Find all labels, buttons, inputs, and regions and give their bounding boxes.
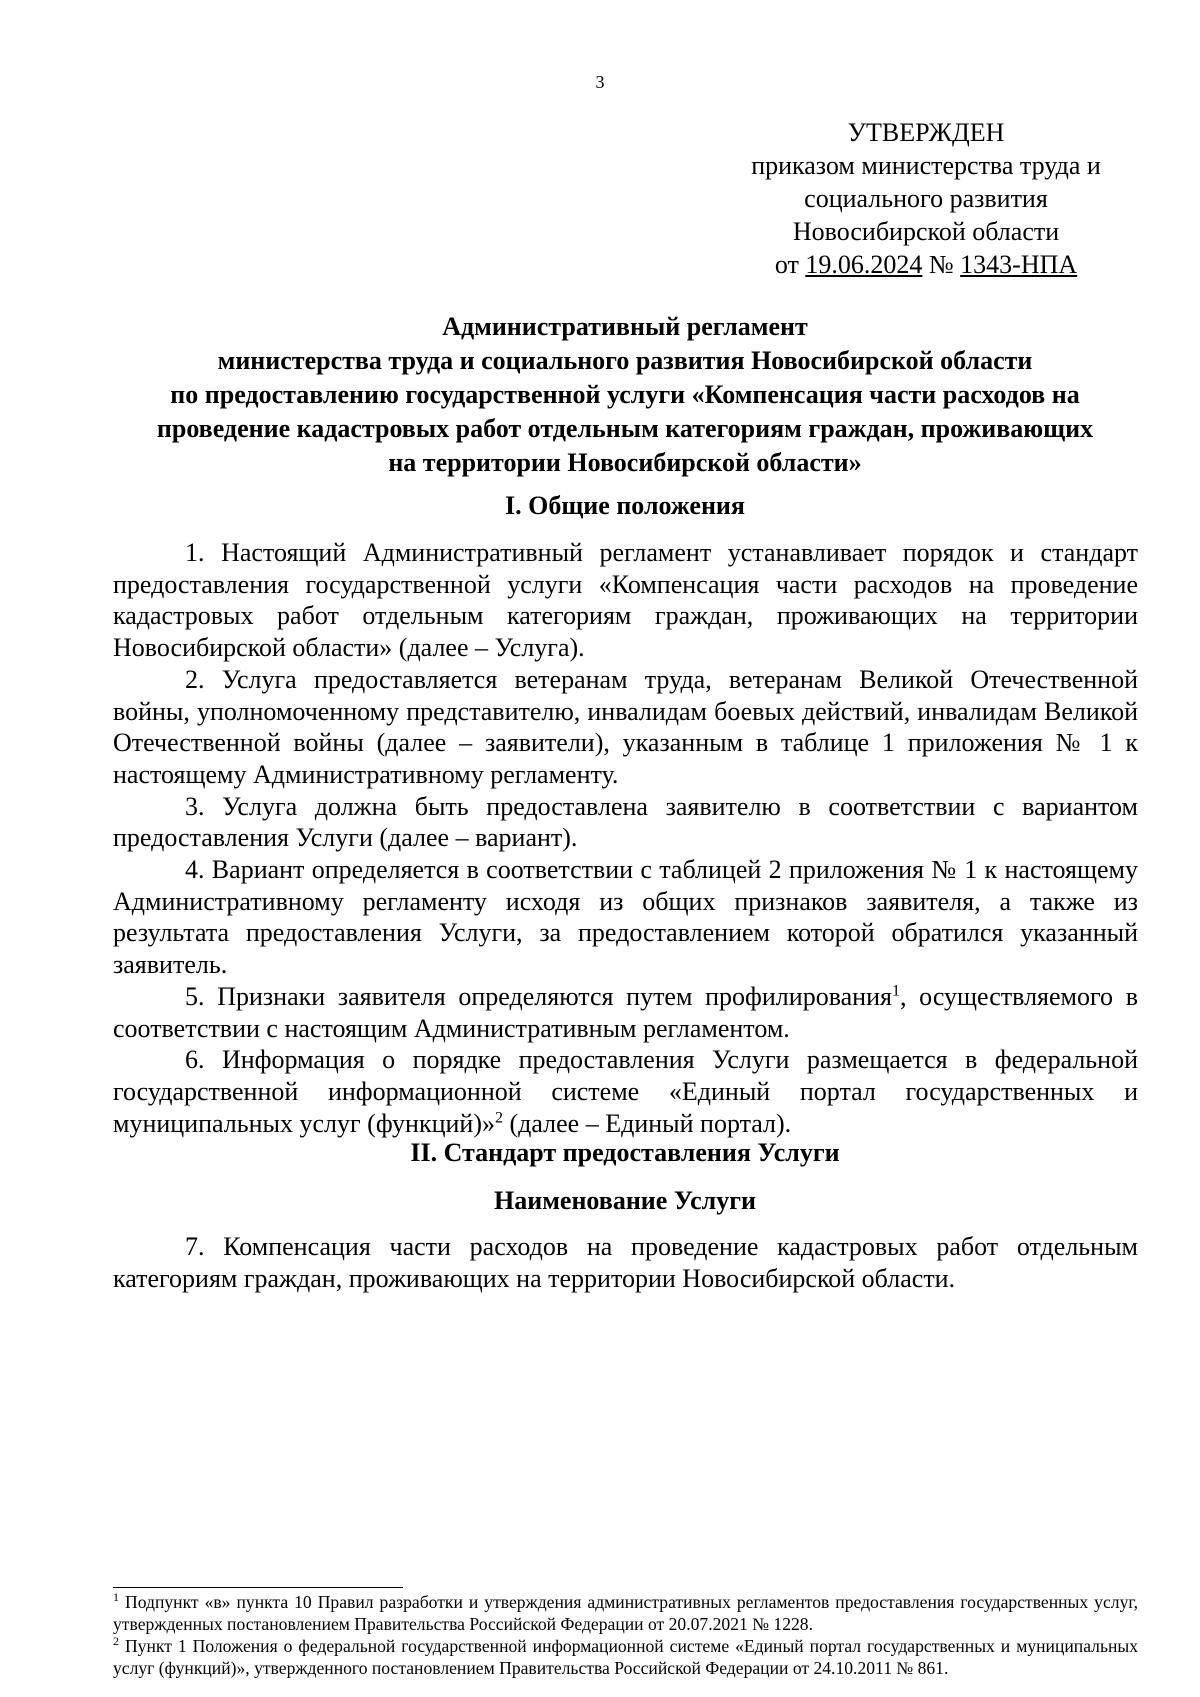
paragraph-5 <box>113 981 1138 1044</box>
section-2-heading: II. Стандарт предоставления Услуги <box>410 1138 840 1167</box>
date-prefix: от <box>774 250 799 279</box>
page-number: 3 <box>595 72 605 92</box>
paragraph-4: 4. Вариант определяется в соответствии с таблицей 2 приложения № 1 к настоящему Административному регламенту исходя из общих признаков заявителя, а также из результата предоставления Услуги, за предоставлением которой обратился указанный заявитель. <box>113 855 1138 980</box>
title-line: министерства труда и социального развития Новосибирской области <box>217 346 1033 375</box>
approval-block <box>726 116 1126 281</box>
paragraph-5-text: 5. Признаки заявителя определяются путем профилирования <box>185 981 892 1011</box>
section-1-body <box>113 537 1138 1139</box>
number-prefix: № <box>928 250 954 279</box>
paragraph-5-text-cont: , осуществляемого в соответствии с настоящим Административным регламентом. <box>113 981 1138 1043</box>
footnote-1-number: 1 <box>113 1590 119 1605</box>
title-line: на территории Новосибирской области» <box>388 448 862 477</box>
footnote-2-text: Пункт 1 Положения о федеральной государственной информационной системе «Единый портал государственных и муниципальных услуг (функций)», утвержденного постановлением Правительства Российской Федерации от 24.10.2011 № 861. <box>113 1636 1138 1678</box>
section-1-heading: I. Общие положения <box>505 491 745 520</box>
section-2-body <box>113 1231 1138 1294</box>
paragraph-6 <box>113 1044 1138 1139</box>
footnote-divider <box>113 1587 403 1588</box>
paragraph-3: 3. Услуга должна быть предоставлена заявителю в соответствии с вариантом предоставления Услуги (далее – вариант). <box>113 791 1138 853</box>
title-line: проведение кадастровых работ отдельным категориям граждан, проживающих <box>156 414 1094 443</box>
approval-number: 1343-НПА <box>960 250 1078 279</box>
approval-line: Новосибирской области <box>792 217 1060 246</box>
footnote-1-text: Подпункт «в» пункта 10 Правил разработки и утверждения административных регламентов предоставления государственных услуг, утвержденных постановлением Правительства Российской Федерации от 20.07.2021 № 1228. <box>113 1592 1138 1634</box>
approval-date-line <box>726 248 1126 281</box>
document-title <box>110 310 1140 480</box>
title-line: Административный регламент <box>442 312 808 341</box>
paragraph-1: 1. Настоящий Административный регламент устанавливает порядок и стандарт предоставления государственной услуги «Компенсация части расходов на проведение кадастровых работ отдельным категориям граждан, проживающих на территории Новосибирской области» (далее – Услуга). <box>113 538 1138 663</box>
approval-heading: УТВЕРЖДЕН <box>847 118 1005 147</box>
footnote-ref-2[interactable]: 2 <box>495 1109 503 1126</box>
paragraph-7: 7. Компенсация части расходов на проведение кадастровых работ отдельным категориям граждан, проживающих на территории Новосибирской области. <box>113 1232 1138 1293</box>
paragraph-6-text: 6. Информация о порядке предоставления Услуги размещается в федеральной государственной информационной системе «Единый портал государственных и муниципальных услуг (функций)» <box>113 1045 1138 1138</box>
approval-line: социального развития <box>804 184 1048 213</box>
footnote-1 <box>113 1591 1138 1635</box>
footnote-ref-1[interactable]: 1 <box>891 982 900 1000</box>
title-line: по предоставлению государственной услуги «Компенсация части расходов на <box>170 380 1080 409</box>
approval-date: 19.06.2024 <box>805 250 923 279</box>
paragraph-6-text-cont: (далее – Единый портал). <box>503 1108 792 1138</box>
footnote-2 <box>113 1635 1138 1679</box>
section-2-subheading: Наименование Услуги <box>493 1186 757 1215</box>
paragraph-2: 2. Услуга предоставляется ветеранам труда, ветеранам Великой Отечественной войны, уполномоченному представителю, инвалидам боевых действий, инвалидам Великой Отечественной войны (далее – заявители), указанным в таблице 1 приложения № 1 к настоящему Административному регламенту. <box>113 664 1138 789</box>
footnote-2-number: 2 <box>113 1634 119 1649</box>
footnotes <box>113 1591 1138 1679</box>
approval-line: приказом министерства труда и <box>751 151 1101 180</box>
